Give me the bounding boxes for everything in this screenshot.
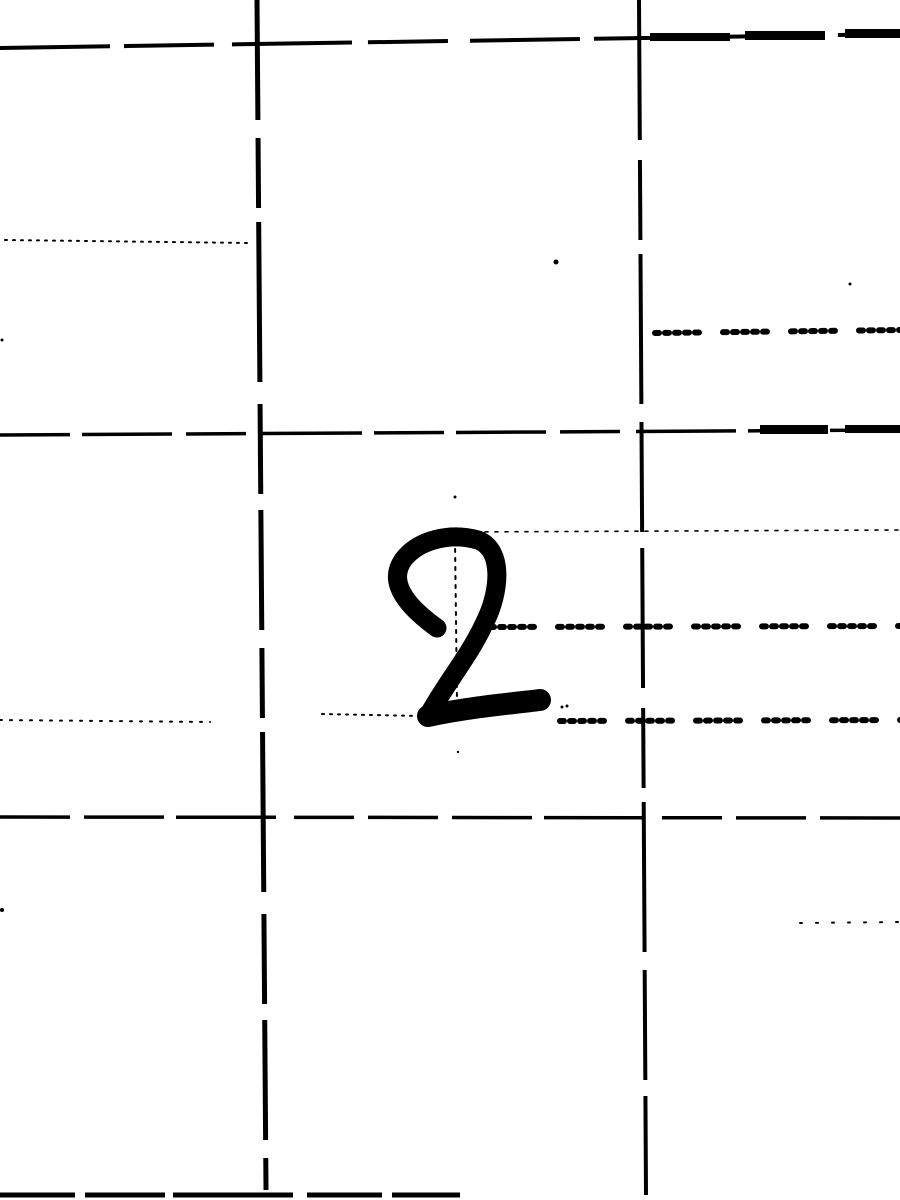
dotted-guide-base-left [0,720,210,722]
dotted-guide-top-left [5,240,250,243]
handwritten-digit-text [380,520,560,750]
vertical-line-left [257,0,266,1190]
dotted-guide-base-right [560,720,900,721]
vertical-line-right [639,0,646,1195]
horizontal-line-3 [0,817,900,818]
bold-dashes [650,29,900,434]
dotted-guide-low-right [800,922,900,923]
dotted-guide-upper-right [655,330,900,333]
